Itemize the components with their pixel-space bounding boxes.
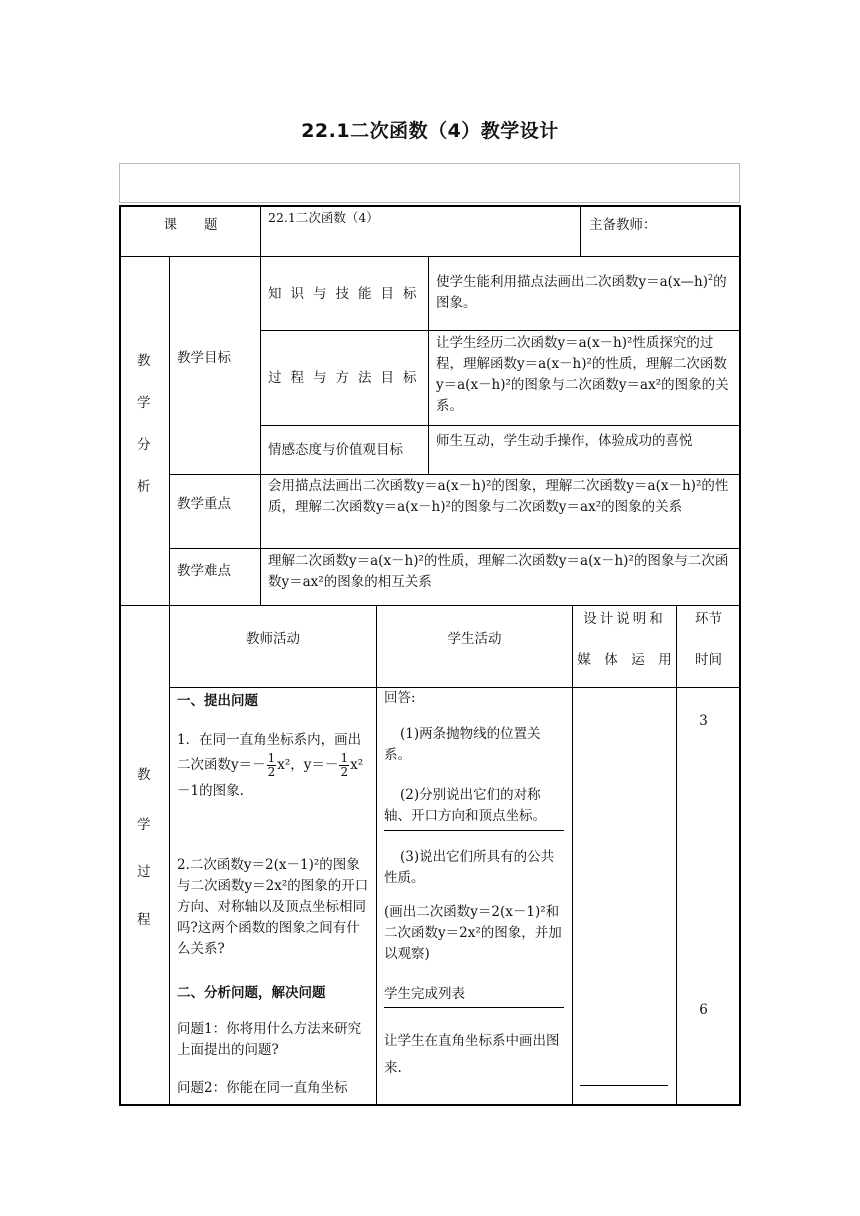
student-answer-3: (3)说出它们所具有的公共性质。 <box>384 849 555 886</box>
time-value-2: 6 <box>699 1002 708 1018</box>
question-1: 1．在同一直角坐标系内，画出二次函数y＝－ $\frac{1}{2}$ x²，y＝－ $\frac{1}{2}$ x²－1的图象. <box>177 732 364 799</box>
goal-text-process: 让学生经历二次函数y＝a(x－h)²性质探究的过程，理解函数y＝a(x－h)²的性质，理解二次函数y＝a(x－h)²的图象与二次函数y＝ax²的图象的关系。 <box>436 335 729 414</box>
question-2: 2.二次函数y＝2(x－1)²的图象与二次函数y＝2x²的图象的开口方向、对称轴以及顶点坐标相同吗?这两个函数的图象之间有什么关系? <box>177 857 369 957</box>
key-label: 教学重点 <box>177 496 231 512</box>
empty-header-box <box>119 163 740 203</box>
teacher-label: 主备教师： <box>589 217 657 233</box>
col-student-activity: 学生活动 <box>447 631 502 647</box>
design-media-underline <box>580 1085 668 1086</box>
analysis-side-char: 教 <box>137 353 151 369</box>
goal-label-knowledge: 知识与技能目标 <box>268 286 426 302</box>
fraction-half: $\frac{1}{2}$ <box>340 751 349 779</box>
student-answer-5: 学生完成列表 <box>384 986 465 1002</box>
key-text: 会用描点法画出二次函数y＝a(x－h)²的图象，理解二次函数y＝a(x－h)²的性质，理解二次函数y＝a(x－h)²的图象与二次函数y＝ax²的图象的关系 <box>268 478 729 515</box>
process-side-char: 教 <box>137 767 151 783</box>
student-answer-4: (画出二次函数y＝2(x－1)²和二次函数y＝2x²的图象，并加以观察) <box>384 904 562 962</box>
time-value-1: 3 <box>699 713 708 729</box>
student-answer-6: 让学生在直角坐标系中画出图来. <box>384 1033 560 1076</box>
process-side-char: 程 <box>137 912 151 928</box>
subject-label: 课 题 <box>163 217 218 233</box>
col-design-note: 设计说明和 <box>583 611 666 627</box>
section-raise-question: 一、提出问题 <box>177 693 258 709</box>
student-answer-label: 回答: <box>384 690 416 706</box>
page-title: 22.1二次函数（4）教学设计 <box>301 120 559 142</box>
col-time-2: 时间 <box>695 652 722 668</box>
goal-label-emotion: 情感态度与价值观目标 <box>268 442 403 458</box>
goals-label: 教学目标 <box>177 350 231 366</box>
process-side-char: 学 <box>137 817 151 833</box>
analysis-side-char: 学 <box>137 395 151 411</box>
problem-1: 问题1：你将用什么方法来研究上面提出的问题? <box>177 1021 362 1058</box>
col-design-media: 媒 体 运 用 <box>577 652 672 668</box>
col-teacher-activity: 教师活动 <box>246 631 300 647</box>
goal-label-process: 过程与方法目标 <box>268 370 426 386</box>
col-time-1: 环节 <box>695 611 722 627</box>
difficulty-label: 教学难点 <box>177 563 231 579</box>
analysis-side-char: 析 <box>137 479 151 495</box>
goal-text-emotion: 师生互动，学生动手操作，体验成功的喜悦 <box>436 433 693 449</box>
student-answer-1: (1)两条抛物线的位置关系。 <box>384 726 541 763</box>
process-side-char: 过 <box>137 864 151 880</box>
difficulty-text: 理解二次函数y＝a(x－h)²的性质，理解二次函数y＝a(x－h)²的图象与二次函数y＝ax²的图象的相互关系 <box>268 553 729 590</box>
goal-text-knowledge: 使学生能利用描点法画出二次函数y＝a(x—h)$^2$的图象。 <box>436 273 727 311</box>
fraction-half: $\frac{1}{2}$ <box>267 751 276 779</box>
section-analyze-solve: 二、分析问题，解决问题 <box>177 985 326 1001</box>
analysis-side-char: 分 <box>137 437 151 453</box>
student-answer-2: (2)分别说出它们的对称轴、开口方向和顶点坐标。 <box>384 787 546 824</box>
subject-value: 22.1二次函数（4） <box>268 210 379 225</box>
problem-2: 问题2：你能在同一直角坐标 <box>177 1080 348 1096</box>
